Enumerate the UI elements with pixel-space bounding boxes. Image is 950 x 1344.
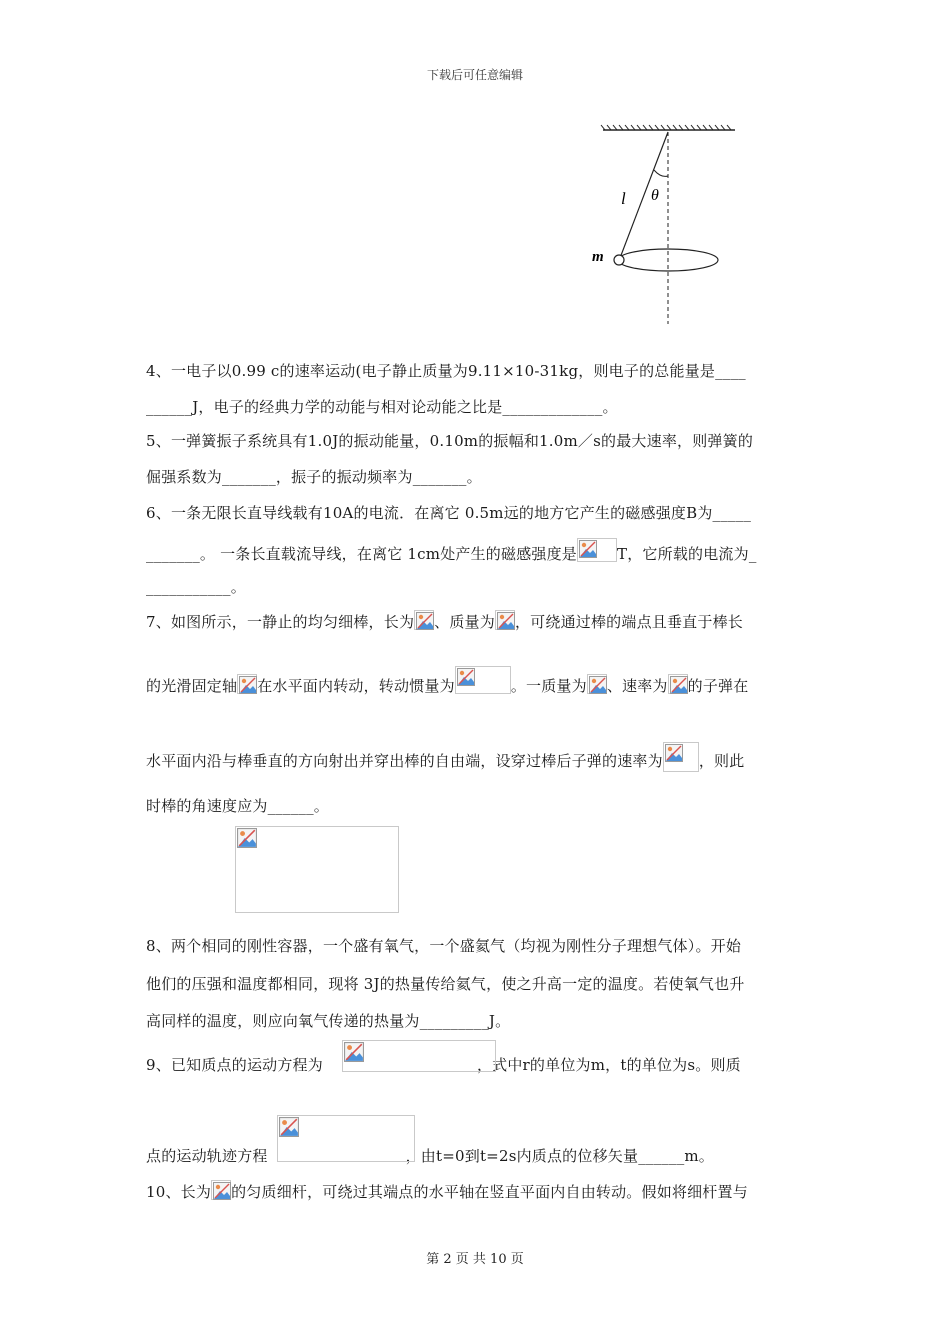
formula-image <box>277 1115 415 1162</box>
formula-image <box>455 666 511 694</box>
broken-image-icon <box>239 676 257 694</box>
label-theta: θ <box>651 187 659 204</box>
page-footer: 第 2 页 共 10 页 <box>426 1252 524 1267</box>
q7-line1 <box>146 610 806 632</box>
q7-text: ，则此 <box>698 752 745 770</box>
label-m: m <box>592 249 604 265</box>
q9-text: ，由t=0到t=2s内质点的位移矢量______m。 <box>405 1147 715 1165</box>
q6-line2 <box>146 538 806 564</box>
formula-image <box>342 1040 496 1072</box>
q7-text: 7、如图所示，一静止的均匀细棒，长为 <box>146 613 415 631</box>
q6-line3: ___________。 <box>146 578 246 596</box>
q10-text: 的匀质细杆，可绕过其端点的水平轴在竖直平面内自由转动。假如将细杆置与 <box>231 1183 748 1201</box>
q7-text: 、速率为 <box>606 677 668 695</box>
q9-text: 9、已知质点的运动方程为 <box>146 1056 323 1074</box>
broken-image-icon <box>579 540 597 558</box>
q7-line3 <box>146 742 806 772</box>
q5-line2: 倔强系数为_______，振子的振动频率为_______。 <box>146 468 482 486</box>
q7-text: 在水平面内转动，转动惯量为 <box>257 677 455 695</box>
q9-line2 <box>146 1146 806 1166</box>
q10-text: 10、长为 <box>146 1183 212 1201</box>
q6-line1: 6、一条无限长直导线载有10A的电流．在离它 0.5m远的地方它产生的磁感强度B为_____ <box>146 504 752 522</box>
label-l: l <box>621 189 626 208</box>
formula-image <box>587 674 607 694</box>
q7-text: 的子弹在 <box>687 677 749 695</box>
q6-text-b: T，它所载的电流为_ <box>617 545 757 563</box>
conical-pendulum-diagram <box>585 118 745 328</box>
broken-image-icon <box>213 1182 231 1200</box>
q8-line2: 他们的压强和温度都相同，现将 3J的热量传给氦气，使之升高一定的温度。若使氧气也升 <box>146 975 745 993</box>
formula-image <box>495 610 515 630</box>
q9-text: ，式中r的单位为m，t的单位为s。则质 <box>476 1056 741 1074</box>
broken-image-icon <box>497 612 515 630</box>
formula-image <box>211 1180 231 1200</box>
broken-image-icon <box>665 744 683 762</box>
broken-image-icon <box>279 1117 299 1137</box>
q7-text: 、质量为 <box>434 613 495 631</box>
broken-image-icon <box>344 1042 364 1062</box>
formula-image <box>414 610 434 630</box>
formula-image <box>237 674 257 694</box>
q6-text-a: _______。 一条长直载流导线，在离它 1cm处产生的磁感强度是 <box>146 545 578 563</box>
broken-image-icon <box>670 676 688 694</box>
page-header: 下载后可任意编辑 <box>426 68 523 82</box>
q7-text: 水平面内沿与棒垂直的方向射出并穿出棒的自由端，设穿过棒后子弹的速率为 <box>146 752 663 770</box>
q5-line1: 5、一弹簧振子系统具有1.0J的振动能量，0.10m的振幅和1.0m／s的最大速率，则弹簧的 <box>146 432 754 450</box>
q8-line3: 高同样的温度，则应向氧气传递的热量为_________J。 <box>146 1012 511 1030</box>
formula-image <box>668 674 688 694</box>
broken-image-icon <box>237 828 257 848</box>
q7-text: 的光滑固定轴 <box>146 677 238 695</box>
broken-image-icon <box>457 668 475 686</box>
q9-text: 点的运动轨迹方程 <box>146 1147 268 1165</box>
figure-image-placeholder <box>235 826 399 913</box>
formula-image <box>663 742 699 772</box>
q10-line1 <box>146 1180 806 1202</box>
broken-image-icon <box>589 676 607 694</box>
q4-line2: ______J，电子的经典力学的动能与相对论动能之比是_____________。 <box>146 398 618 416</box>
formula-image <box>577 538 617 562</box>
q7-line4: 时棒的角速度应为______。 <box>146 797 330 815</box>
broken-image-icon <box>416 612 434 630</box>
q4-line1: 4、一电子以0.99 c的速率运动(电子静止质量为9.11×10-31kg，则电子的总能量是____ <box>146 362 746 380</box>
q7-line2 <box>146 666 806 696</box>
q8-line1: 8、两个相同的刚性容器，一个盛有氧气，一个盛氦气（均视为刚性分子理想气体）。开始 <box>146 937 742 955</box>
q7-text: 。一质量为 <box>510 677 587 695</box>
q7-text: ，可绕通过棒的端点且垂直于棒长 <box>514 613 743 631</box>
